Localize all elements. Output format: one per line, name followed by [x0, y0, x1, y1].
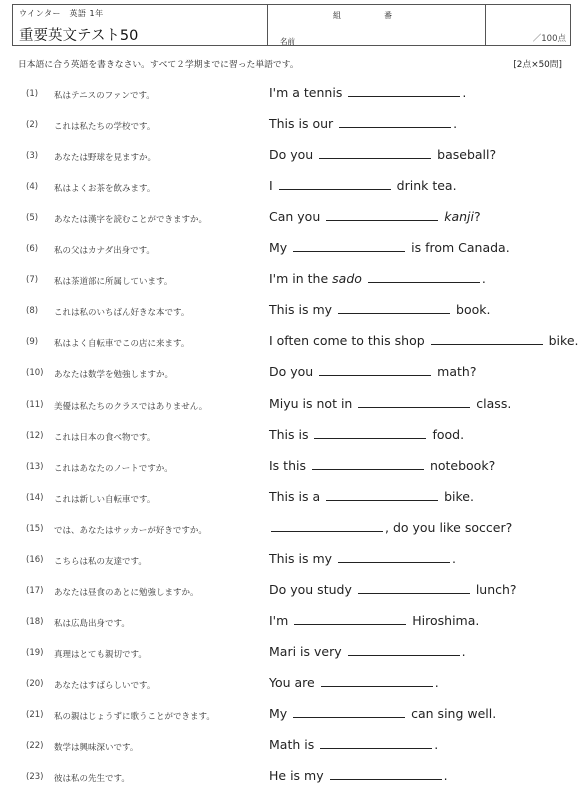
answer-blank[interactable]: [348, 85, 460, 97]
question-japanese: 真理はとても親切です。: [54, 649, 147, 660]
question-english: [269, 178, 457, 193]
question-english: [269, 768, 448, 783]
question-english: [269, 396, 511, 411]
question-row: [0, 457, 582, 477]
english-suffix: bike.: [544, 333, 579, 349]
question-japanese: これは私のいちばん好きな本です。: [54, 308, 190, 319]
english-prefix: I'm in the: [269, 271, 333, 287]
question-english: [269, 489, 474, 504]
english-prefix: My: [269, 706, 292, 721]
question-number: (15): [26, 523, 44, 534]
question-row: [0, 239, 582, 259]
class-label: 組: [333, 11, 341, 20]
question-row: [0, 270, 582, 290]
question-english: [269, 644, 466, 659]
answer-blank[interactable]: [348, 644, 460, 656]
question-japanese: 数学は興味深いです。: [54, 743, 139, 754]
answer-blank[interactable]: [326, 489, 438, 501]
answer-blank[interactable]: [271, 520, 383, 532]
course-label: ウインター 英語 1年: [19, 9, 104, 18]
answer-blank[interactable]: [320, 737, 432, 749]
english-italic: kanji: [444, 209, 474, 225]
english-suffix: is from Canada.: [407, 240, 510, 256]
english-suffix: drink tea.: [392, 178, 457, 194]
english-suffix: can sing well.: [407, 706, 497, 721]
question-number: (19): [26, 647, 44, 658]
english-prefix: This is a: [269, 488, 325, 504]
question-row: [0, 363, 582, 383]
english-suffix: .: [452, 550, 457, 566]
question-number: (6): [26, 244, 39, 255]
question-japanese: 私はよく自転車でこの店に来ます。: [54, 339, 190, 350]
english-prefix: Do you: [269, 147, 318, 163]
answer-blank[interactable]: [319, 364, 431, 376]
answer-blank[interactable]: [319, 147, 431, 159]
answer-blank[interactable]: [294, 613, 406, 625]
english-suffix: baseball?: [433, 147, 497, 163]
english-suffix: .: [461, 643, 466, 659]
english-prefix: Do you study: [269, 581, 356, 597]
question-number: (13): [26, 461, 44, 472]
question-number: (9): [26, 337, 39, 348]
question-row: [0, 301, 582, 321]
question-row: [0, 332, 582, 352]
question-japanese: これは新しい自転車です。: [54, 494, 156, 505]
question-row: [0, 581, 582, 601]
question-english: [269, 271, 486, 286]
question-row: [0, 643, 582, 663]
english-prefix: Mari is very: [269, 643, 346, 659]
question-row: [0, 736, 582, 756]
question-english: [269, 240, 510, 255]
question-english: [269, 582, 517, 597]
question-japanese: あなたは昼食のあとに勉強しますか。: [54, 587, 199, 598]
question-row: [0, 674, 582, 694]
question-number: (12): [26, 430, 44, 441]
question-number: (22): [26, 741, 44, 752]
english-end: ?: [474, 209, 481, 225]
english-suffix: notebook?: [425, 457, 496, 473]
question-english: [269, 520, 512, 535]
question-japanese: こちらは私の友達です。: [54, 556, 147, 567]
question-number: (23): [26, 772, 44, 783]
english-suffix: book.: [452, 302, 491, 318]
english-prefix: My: [269, 240, 292, 256]
english-suffix: Hiroshima.: [408, 612, 480, 628]
question-number: (3): [26, 151, 39, 162]
question-japanese: 私はテニスのファンです。: [54, 91, 155, 101]
question-row: [0, 426, 582, 446]
page-title: 重要英文テスト50: [19, 28, 139, 44]
question-english: [269, 427, 464, 442]
question-japanese: 私の父はカナダ出身です。: [54, 246, 155, 257]
question-japanese: これはあなたのノートですか。: [54, 463, 173, 474]
question-number: (7): [26, 275, 39, 286]
question-number: (1): [26, 89, 39, 99]
question-number: (20): [26, 678, 44, 689]
question-row: [0, 550, 582, 570]
name-cell[interactable]: [268, 5, 486, 45]
question-english: [269, 209, 481, 224]
question-japanese: あなたは漢字を読むことができますか。: [54, 215, 208, 226]
english-suffix: math?: [433, 364, 477, 380]
question-number: (18): [26, 616, 44, 627]
question-english: [269, 706, 496, 721]
title-cell: [13, 5, 268, 45]
question-row: [0, 115, 582, 135]
english-prefix: This is my: [269, 302, 337, 318]
english-suffix: .: [434, 737, 439, 753]
question-japanese: あなたは数学を勉強しますか。: [54, 370, 174, 381]
question-english: [269, 85, 466, 100]
question-japanese: では、あなたはサッカーが好きですか。: [54, 525, 207, 536]
question-japanese: 私の親はじょうずに歌うことができます。: [54, 712, 215, 722]
question-row: [0, 208, 582, 228]
question-english: [269, 364, 476, 379]
english-prefix: This is my: [269, 550, 337, 566]
question-japanese: 私はよくお茶を飲みます。: [54, 184, 156, 195]
question-japanese: これは私たちの学校です。: [54, 122, 156, 133]
answer-blank[interactable]: [339, 116, 451, 128]
question-english: [269, 302, 490, 317]
answer-blank[interactable]: [431, 333, 543, 345]
question-number: (2): [26, 120, 39, 131]
question-row: [0, 612, 582, 632]
question-number: (14): [26, 492, 44, 503]
answer-blank[interactable]: [321, 675, 433, 687]
score-label: ／100点: [532, 34, 566, 44]
question-row: [0, 519, 582, 539]
instructions: 日本語に合う英語を書きなさい。すべて２学期までに習った単語です。: [18, 60, 299, 70]
question-japanese: あなたは野球を見ますか。: [54, 153, 157, 164]
english-suffix: .: [481, 271, 486, 287]
english-suffix: , do you like soccer?: [385, 519, 513, 535]
question-english: [269, 551, 456, 566]
question-english: [269, 147, 496, 162]
number-label: 番: [384, 11, 392, 20]
answer-blank[interactable]: [279, 178, 391, 190]
question-row: [0, 767, 582, 787]
question-english: [269, 333, 578, 348]
english-prefix: I often come to this shop: [269, 333, 429, 349]
points-label: [2点×50問]: [513, 60, 562, 70]
name-label: 名前: [280, 37, 295, 46]
english-prefix: This is our: [269, 116, 338, 132]
answer-blank[interactable]: [330, 768, 442, 780]
question-number: (5): [26, 213, 39, 224]
english-prefix: Can you: [269, 209, 325, 225]
question-number: (10): [26, 368, 44, 379]
question-japanese: 私は茶道部に所属しています。: [54, 277, 173, 288]
answer-blank[interactable]: [312, 458, 424, 470]
question-english: [269, 737, 438, 752]
question-japanese: 彼は私の先生です。: [54, 774, 130, 785]
english-suffix: bike.: [440, 488, 474, 504]
answer-blank[interactable]: [293, 706, 405, 718]
question-english: [269, 613, 479, 628]
english-suffix: food.: [428, 426, 465, 442]
english-prefix: I'm: [269, 612, 293, 628]
english-suffix: .: [443, 768, 448, 784]
question-row: [0, 395, 582, 415]
english-prefix: Miyu is not in: [269, 395, 357, 411]
question-row: [0, 705, 582, 725]
answer-blank[interactable]: [368, 271, 480, 283]
question-row: [0, 488, 582, 508]
question-japanese: 私は広島出身です。: [54, 618, 130, 629]
english-prefix: Math is: [269, 737, 319, 753]
question-english: [269, 116, 457, 131]
answer-blank[interactable]: [338, 302, 450, 314]
english-prefix: You are: [269, 674, 319, 690]
english-suffix: class.: [472, 395, 512, 411]
answer-blank[interactable]: [358, 396, 470, 408]
english-prefix: I: [269, 178, 277, 194]
english-suffix: .: [462, 85, 467, 100]
question-number: (4): [26, 182, 39, 193]
question-number: (16): [26, 554, 44, 565]
answer-blank[interactable]: [293, 240, 405, 252]
english-italic: sado: [332, 271, 362, 287]
question-english: [269, 675, 439, 690]
answer-blank[interactable]: [338, 551, 450, 563]
question-row: [0, 177, 582, 197]
english-prefix: I'm a tennis: [269, 85, 347, 100]
english-prefix: He is my: [269, 768, 328, 784]
answer-blank[interactable]: [326, 209, 438, 221]
english-suffix: lunch?: [471, 581, 517, 597]
question-number: (21): [26, 710, 44, 720]
english-prefix: This is: [269, 426, 313, 442]
answer-blank[interactable]: [358, 582, 470, 594]
question-number: (17): [26, 585, 44, 596]
english-suffix: .: [434, 674, 439, 690]
header-box: [12, 4, 571, 46]
question-english: [269, 458, 495, 473]
score-cell[interactable]: [486, 5, 570, 45]
english-prefix: Is this: [269, 457, 310, 473]
question-japanese: 美優は私たちのクラスではありません。: [54, 401, 208, 412]
question-number: (11): [26, 399, 44, 410]
question-japanese: これは日本の食べ物です。: [54, 432, 156, 443]
question-row: [0, 146, 582, 166]
english-suffix: .: [453, 116, 458, 132]
question-japanese: あなたはすばらしいです。: [54, 680, 156, 691]
answer-blank[interactable]: [314, 427, 426, 439]
question-number: (8): [26, 306, 39, 317]
question-row: [0, 84, 582, 104]
english-prefix: Do you: [269, 364, 318, 380]
